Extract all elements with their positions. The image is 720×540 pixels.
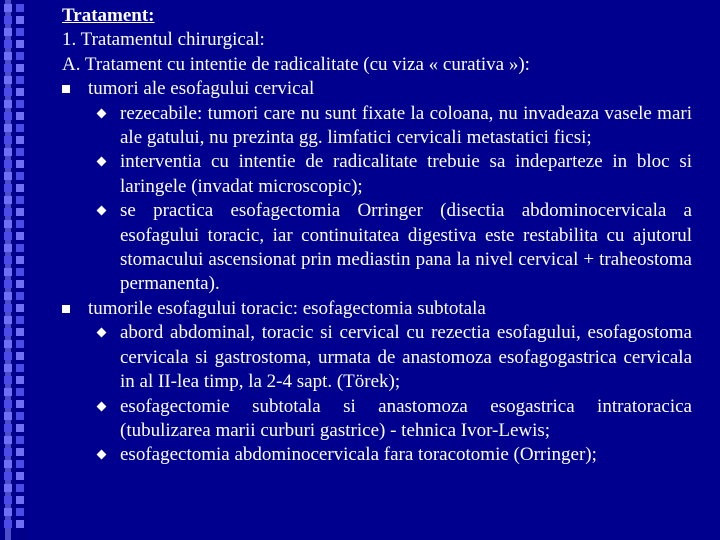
decorative-square bbox=[16, 400, 24, 408]
decorative-square bbox=[4, 280, 12, 288]
decorative-square bbox=[16, 436, 24, 444]
decorative-square bbox=[16, 4, 24, 12]
sub-bullet-text: interventia cu intentie de radicalitate trebuie sa indeparteze in bloc si laringele (invadat microscopic); bbox=[120, 151, 692, 197]
decorative-square bbox=[4, 172, 12, 180]
decorative-square bbox=[4, 40, 12, 48]
bullet-group-cervical bbox=[62, 77, 692, 101]
decorative-square bbox=[4, 136, 12, 144]
decorative-square bbox=[16, 292, 24, 300]
decorative-square bbox=[4, 208, 12, 216]
decorative-square bbox=[16, 472, 24, 480]
decorative-square bbox=[16, 136, 24, 144]
decorative-square bbox=[4, 436, 12, 444]
diamond-bullet-icon bbox=[97, 157, 107, 167]
decorative-square bbox=[16, 268, 24, 276]
decorative-square bbox=[4, 412, 12, 420]
diamond-bullet-icon bbox=[97, 450, 107, 460]
sub-bullet-item bbox=[62, 199, 692, 297]
decorative-square bbox=[4, 76, 12, 84]
decorative-square bbox=[16, 184, 24, 192]
decorative-square bbox=[4, 448, 12, 456]
diamond-bullet-icon bbox=[97, 328, 107, 338]
decorative-square bbox=[4, 28, 12, 36]
decorative-square bbox=[4, 244, 12, 252]
decorative-square bbox=[16, 88, 24, 96]
bullet-group-thoracic bbox=[62, 297, 692, 321]
diamond-bullet-icon bbox=[97, 206, 107, 216]
bullet-group-label: tumorile esofagului toracic: esofagectomia subtotala bbox=[88, 297, 486, 319]
decorative-square bbox=[4, 496, 12, 504]
decorative-square bbox=[16, 16, 24, 24]
decorative-square bbox=[4, 352, 12, 360]
decorative-square bbox=[4, 256, 12, 264]
decorative-square bbox=[16, 424, 24, 432]
decorative-square bbox=[4, 232, 12, 240]
decorative-square bbox=[4, 340, 12, 348]
decorative-square bbox=[16, 232, 24, 240]
decorative-square bbox=[16, 124, 24, 132]
decorative-square bbox=[4, 484, 12, 492]
decorative-square bbox=[4, 424, 12, 432]
sub-bullet-item bbox=[62, 443, 692, 467]
decorative-square bbox=[16, 172, 24, 180]
decorative-square bbox=[16, 148, 24, 156]
diamond-bullet-icon bbox=[97, 401, 107, 411]
decorative-square bbox=[16, 316, 24, 324]
decorative-left-strip bbox=[0, 0, 28, 540]
decorative-square bbox=[16, 304, 24, 312]
diamond-bullet-icon bbox=[97, 108, 107, 118]
decorative-square bbox=[4, 364, 12, 372]
decorative-square bbox=[16, 112, 24, 120]
decorative-square bbox=[16, 484, 24, 492]
decorative-square bbox=[4, 400, 12, 408]
decorative-square bbox=[16, 76, 24, 84]
decorative-square bbox=[16, 100, 24, 108]
decorative-square bbox=[4, 160, 12, 168]
sub-bullet-item bbox=[62, 321, 692, 394]
decorative-square bbox=[16, 520, 24, 528]
decorative-square bbox=[16, 160, 24, 168]
decorative-square bbox=[4, 16, 12, 24]
decorative-square bbox=[4, 268, 12, 276]
decorative-square bbox=[4, 388, 12, 396]
decorative-square bbox=[4, 184, 12, 192]
decorative-square bbox=[4, 328, 12, 336]
section-heading: 1. Tratamentul chirurgical: bbox=[62, 29, 265, 51]
bullet-group-label: tumori ale esofagului cervical bbox=[88, 78, 315, 100]
decorative-square bbox=[16, 352, 24, 360]
decorative-square bbox=[4, 4, 12, 12]
decorative-square bbox=[4, 460, 12, 468]
sub-bullet-item bbox=[62, 395, 692, 444]
decorative-square bbox=[16, 28, 24, 36]
decorative-square bbox=[16, 448, 24, 456]
sub-bullet-text: abord abdominal, toracic si cervical cu rezectia esofagului, esofagostoma cervicala si gastrostoma, urmata de anastomoza esofagogastrica cervicala in al II-lea timp, la 2-4 sapt. (Törek); bbox=[120, 322, 692, 393]
decorative-square bbox=[16, 196, 24, 204]
decorative-square bbox=[16, 40, 24, 48]
decorative-square bbox=[4, 220, 12, 228]
decorative-grid-pattern bbox=[4, 4, 24, 536]
decorative-square bbox=[16, 256, 24, 264]
slide-title: Tratament: bbox=[62, 5, 155, 26]
decorative-square bbox=[16, 244, 24, 252]
decorative-square bbox=[16, 64, 24, 72]
decorative-square bbox=[4, 196, 12, 204]
decorative-square bbox=[16, 376, 24, 384]
decorative-square bbox=[16, 208, 24, 216]
decorative-square bbox=[16, 328, 24, 336]
decorative-square bbox=[4, 52, 12, 60]
decorative-square bbox=[4, 148, 12, 156]
decorative-square bbox=[4, 100, 12, 108]
decorative-square bbox=[4, 316, 12, 324]
decorative-square bbox=[4, 292, 12, 300]
decorative-square bbox=[16, 52, 24, 60]
decorative-square bbox=[4, 64, 12, 72]
sub-bullet-text: esofagectomia abdominocervicala fara toracotomie (Orringer); bbox=[120, 444, 597, 466]
decorative-square bbox=[16, 496, 24, 504]
decorative-square bbox=[16, 220, 24, 228]
decorative-square bbox=[4, 124, 12, 132]
decorative-square bbox=[16, 364, 24, 372]
decorative-square bbox=[16, 508, 24, 516]
decorative-square bbox=[4, 304, 12, 312]
sub-bullet-item bbox=[62, 150, 692, 199]
decorative-square bbox=[16, 388, 24, 396]
decorative-square bbox=[4, 508, 12, 516]
sub-bullet-text: rezecabile: tumori care nu sunt fixate la coloana, nu invadeaza vasele mari ale gatului, nu prezinta gg. limfatici cervicali metastatici ficsi; bbox=[120, 102, 692, 149]
decorative-square bbox=[4, 376, 12, 384]
slide-content bbox=[62, 4, 692, 468]
square-bullet-icon bbox=[62, 305, 70, 313]
decorative-square bbox=[16, 340, 24, 348]
subsection-heading: A. Tratament cu intentie de radicalitate (cu viza « curativa »): bbox=[62, 53, 530, 75]
decorative-square bbox=[4, 112, 12, 120]
sub-bullet-text: esofagectomie subtotala si anastomoza esogastrica intratoracica (tubulizarea marii curburi gastrice) - tehnica Ivor-Lewis; bbox=[120, 395, 692, 441]
decorative-square bbox=[16, 280, 24, 288]
decorative-square bbox=[4, 520, 12, 528]
decorative-square bbox=[4, 88, 12, 96]
square-bullet-icon bbox=[62, 85, 70, 93]
decorative-square bbox=[16, 460, 24, 468]
decorative-square bbox=[16, 412, 24, 420]
decorative-square bbox=[4, 472, 12, 480]
sub-bullet-text: se practica esofagectomia Orringer (disectia abdominocervicala a esofagului toracic, iar continuitatea digestiva este restabilita cu ajutorul stomacului ascensionat prin mediastin pana la nivel cervical + traheostoma permanenta). bbox=[120, 200, 692, 295]
sub-bullet-item bbox=[62, 102, 692, 151]
